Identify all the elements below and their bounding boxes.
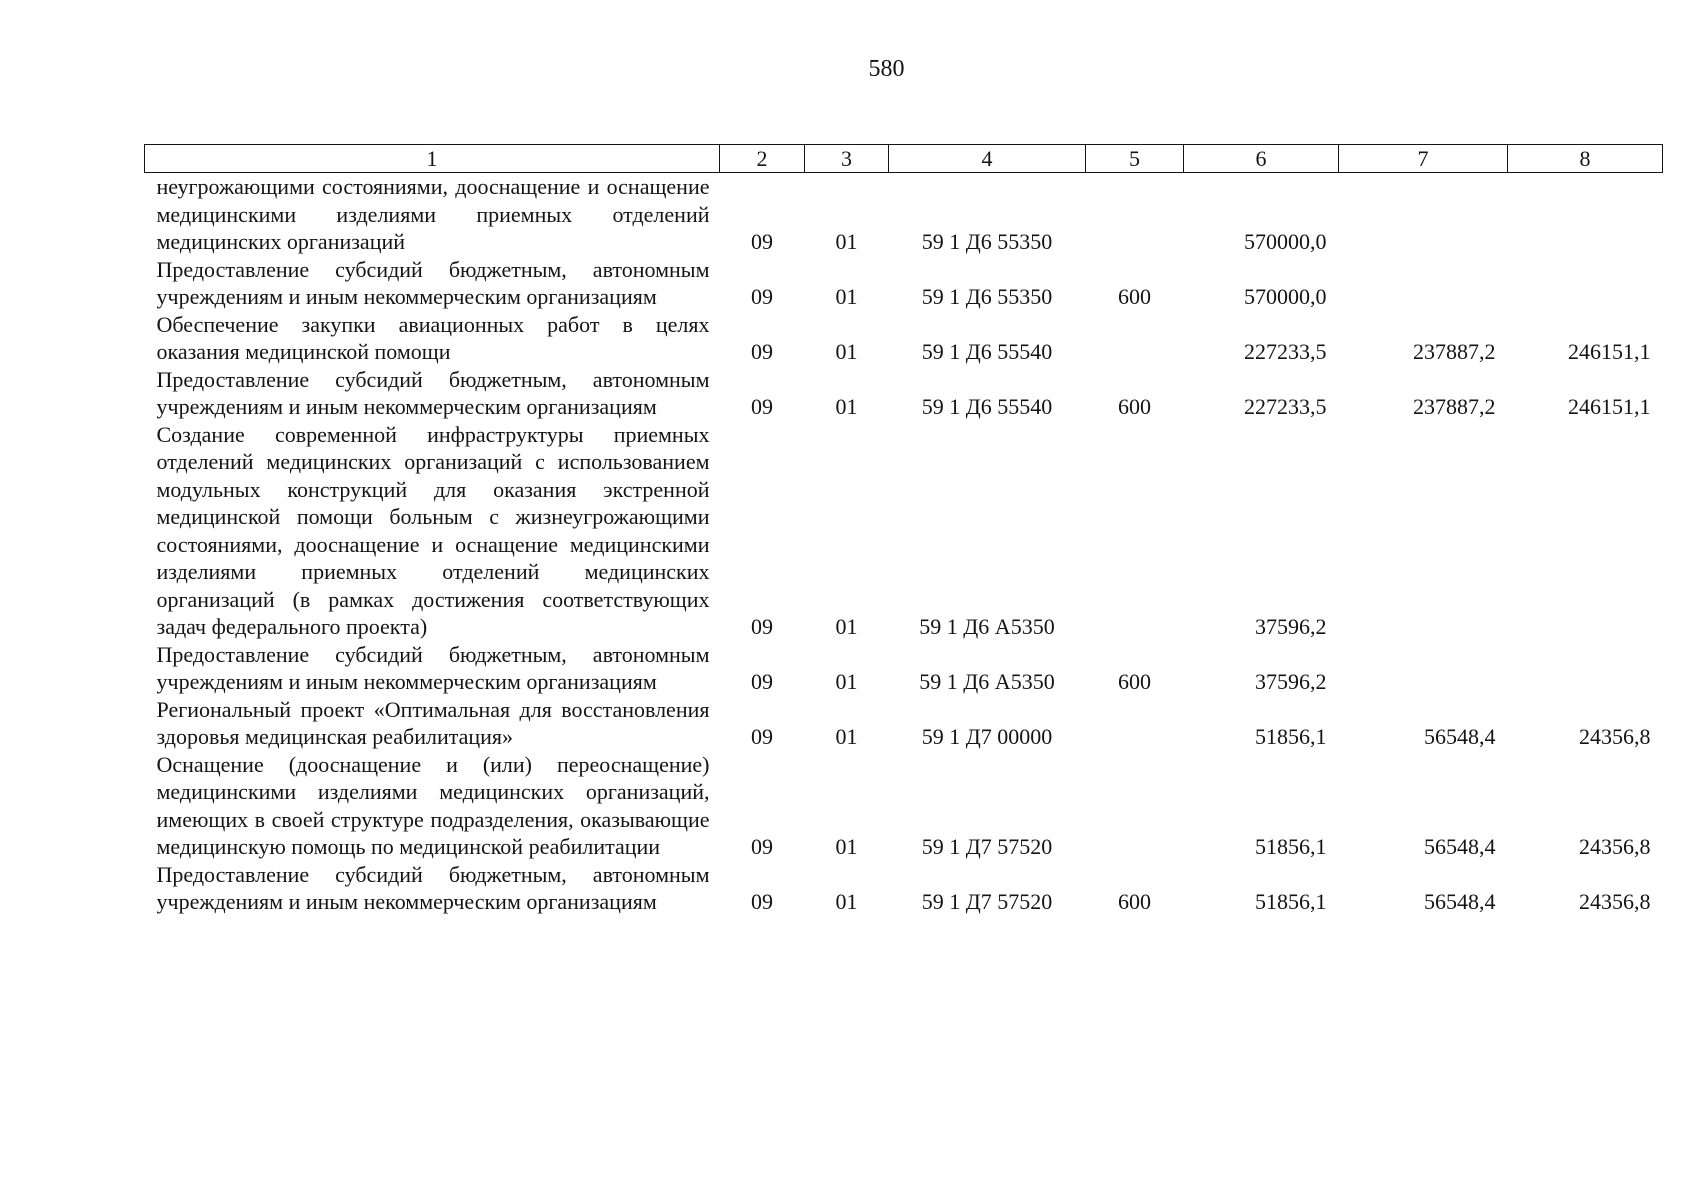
cell-section: 09 xyxy=(751,394,773,419)
table-row xyxy=(145,173,1663,256)
cell-target-code: 59 1 Д7 57520 xyxy=(921,834,1053,859)
cell-subsection: 01 xyxy=(835,669,858,694)
budget-table xyxy=(144,144,1663,916)
column-header-5: 5 xyxy=(1086,145,1184,173)
cell-expense-type xyxy=(1086,311,1184,366)
cell-section: 09 xyxy=(751,669,773,694)
cell-target-code: 59 1 Д6 А5350 xyxy=(919,669,1055,694)
cell-amount-year3: 24356,8 xyxy=(1579,834,1651,859)
column-header-8: 8 xyxy=(1508,145,1663,173)
cell-section: 09 xyxy=(751,889,773,914)
cell-expense-type: 600 xyxy=(1118,284,1151,309)
cell-expense-type xyxy=(1086,173,1184,256)
cell-target-code: 59 1 Д6 55350 xyxy=(921,229,1053,254)
header-row xyxy=(145,145,1663,173)
cell-amount-year1: 51856,1 xyxy=(1255,889,1327,914)
row-description: Региональный проект «Оптимальная для восстановления здоровья медицинская реабилитация» xyxy=(156,696,710,749)
cell-amount-year1: 227233,5 xyxy=(1244,339,1327,364)
cell-subsection: 01 xyxy=(835,339,858,364)
cell-target-code: 59 1 Д6 55540 xyxy=(921,394,1053,419)
row-description: Предоставление субсидий бюджетным, автономным учреждениям и иным некоммерческим организациям xyxy=(156,256,710,309)
cell-target-code: 59 1 Д6 55350 xyxy=(921,284,1053,309)
cell-section: 09 xyxy=(751,834,773,859)
cell-section: 09 xyxy=(751,724,773,749)
cell-amount-year1: 570000,0 xyxy=(1244,229,1327,254)
table-row xyxy=(145,641,1663,696)
cell-expense-type xyxy=(1086,696,1184,751)
column-header-7: 7 xyxy=(1339,145,1508,173)
cell-amount-year3 xyxy=(1508,421,1663,641)
column-header-4: 4 xyxy=(889,145,1086,173)
cell-amount-year1: 37596,2 xyxy=(1255,669,1327,694)
table-row xyxy=(145,751,1663,861)
cell-amount-year2: 56548,4 xyxy=(1424,834,1496,859)
cell-expense-type xyxy=(1086,751,1184,861)
table-row xyxy=(145,861,1663,916)
cell-amount-year2: 56548,4 xyxy=(1424,724,1496,749)
cell-amount-year3 xyxy=(1508,173,1663,256)
cell-amount-year2 xyxy=(1339,173,1508,256)
cell-amount-year2 xyxy=(1339,641,1508,696)
column-header-2: 2 xyxy=(720,145,805,173)
cell-amount-year3: 24356,8 xyxy=(1579,724,1651,749)
row-description: Создание современной инфраструктуры приемных отделений медицинских организаций с использованием модульных конструкций для оказания экстренной медицинской помощи больным с жизнеугрожающими состояниями, дооснащение и оснащение медицинскими изделиями приемных отделений медицинских организаций (в рамках достижения соответствующих задач федерального проекта) xyxy=(156,421,710,639)
cell-amount-year3 xyxy=(1508,256,1663,311)
table-row xyxy=(145,421,1663,641)
cell-amount-year3 xyxy=(1508,641,1663,696)
column-header-3: 3 xyxy=(805,145,889,173)
table-row xyxy=(145,311,1663,366)
cell-amount-year1: 37596,2 xyxy=(1255,614,1327,639)
cell-section: 09 xyxy=(751,339,773,364)
cell-subsection: 01 xyxy=(835,614,858,639)
cell-subsection: 01 xyxy=(835,284,858,309)
cell-expense-type xyxy=(1086,421,1184,641)
cell-subsection: 01 xyxy=(835,889,858,914)
cell-amount-year1: 570000,0 xyxy=(1244,284,1327,309)
column-header-6: 6 xyxy=(1184,145,1339,173)
cell-section: 09 xyxy=(751,229,773,254)
cell-section: 09 xyxy=(751,284,773,309)
cell-amount-year2: 237887,2 xyxy=(1413,339,1496,364)
cell-expense-type: 600 xyxy=(1118,889,1151,914)
cell-target-code: 59 1 Д6 55540 xyxy=(921,339,1053,364)
cell-amount-year1: 227233,5 xyxy=(1244,394,1327,419)
cell-amount-year1: 51856,1 xyxy=(1255,724,1327,749)
table-row xyxy=(145,256,1663,311)
cell-subsection: 01 xyxy=(835,834,858,859)
cell-subsection: 01 xyxy=(835,724,858,749)
cell-expense-type: 600 xyxy=(1118,669,1151,694)
row-description: Предоставление субсидий бюджетным, автономным учреждениям и иным некоммерческим организациям xyxy=(156,861,710,914)
cell-amount-year3: 24356,8 xyxy=(1579,889,1651,914)
row-description: Обеспечение закупки авиационных работ в целях оказания медицинской помощи xyxy=(156,311,710,364)
table-row xyxy=(145,366,1663,421)
table-row xyxy=(145,696,1663,751)
cell-expense-type: 600 xyxy=(1118,394,1151,419)
cell-target-code: 59 1 Д6 А5350 xyxy=(919,614,1055,639)
cell-amount-year3: 246151,1 xyxy=(1568,339,1651,364)
cell-amount-year2 xyxy=(1339,421,1508,641)
cell-subsection: 01 xyxy=(835,229,858,254)
cell-amount-year3: 246151,1 xyxy=(1568,394,1651,419)
cell-subsection: 01 xyxy=(835,394,858,419)
row-description: Предоставление субсидий бюджетным, автономным учреждениям и иным некоммерческим организациям xyxy=(156,641,710,694)
cell-section: 09 xyxy=(751,614,773,639)
cell-amount-year2: 56548,4 xyxy=(1424,889,1496,914)
cell-target-code: 59 1 Д7 57520 xyxy=(921,889,1053,914)
table-body xyxy=(145,173,1663,916)
row-description: неугрожающими состояниями, дооснащение и оснащение медицинскими изделиями приемных отделений медицинских организаций xyxy=(156,174,710,254)
cell-target-code: 59 1 Д7 00000 xyxy=(921,724,1053,749)
cell-amount-year1: 51856,1 xyxy=(1255,834,1327,859)
cell-amount-year2: 237887,2 xyxy=(1413,394,1496,419)
cell-amount-year2 xyxy=(1339,256,1508,311)
row-description: Оснащение (дооснащение и (или) переоснащение) медицинскими изделиями медицинских организаций, имеющих в своей структуре подразделения, оказывающие медицинскую помощь по медицинской реабилитации xyxy=(156,751,710,859)
row-description: Предоставление субсидий бюджетным, автономным учреждениям и иным некоммерческим организациям xyxy=(156,366,710,419)
table-header xyxy=(145,145,1663,173)
column-header-1: 1 xyxy=(145,145,720,173)
page-number: 580 xyxy=(868,56,905,82)
